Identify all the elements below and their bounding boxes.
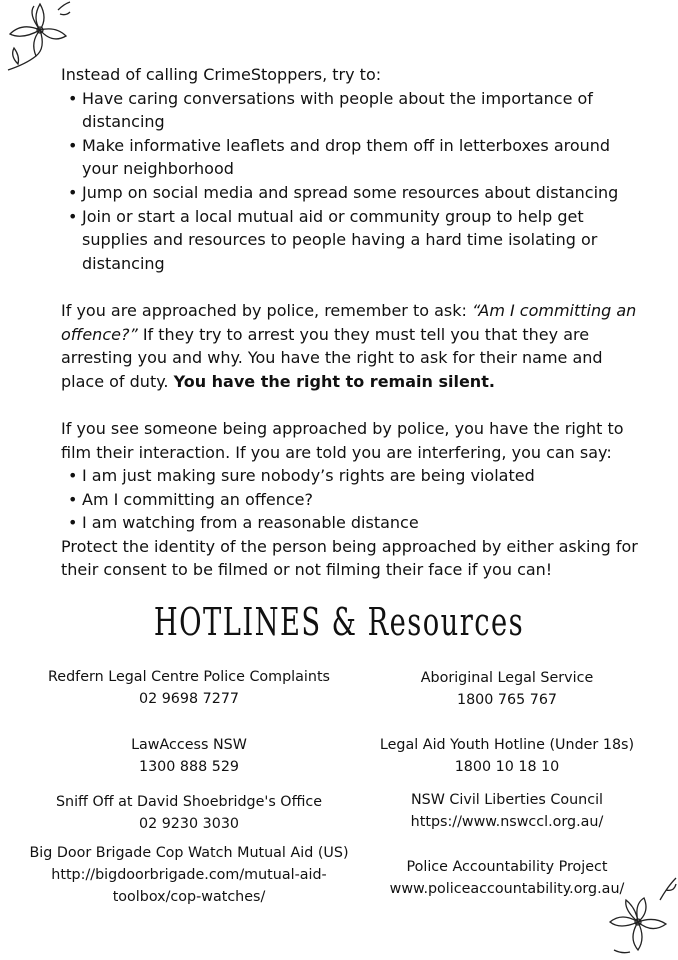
hotlines-heading: HOTLINES & Resources (153, 600, 525, 644)
hotline-lawaccess: LawAccess NSW 1300 888 529 (131, 737, 247, 775)
hotline-legalaid: Legal Aid Youth Hotline (Under 18s) 1800 10 18 10 (379, 737, 635, 775)
pap-link[interactable]: www.policeaccountability.org.au/ (389, 881, 625, 897)
hotline-aboriginal: Aboriginal Legal Service 1800 765 767 (420, 670, 594, 708)
bigdoor-link[interactable]: toolbox/cop-watches/ (112, 889, 266, 905)
hotline-nswccl: NSW Civil Liberties Council https://www.nswccl.org.au/ (362, 789, 652, 833)
list-item: • Am I committing an offence? (61, 488, 641, 512)
filming-intro: If you see someone being approached by police, you have the right to film their interaction. If you are told you are interfering, you can say: (61, 418, 624, 462)
bigdoor-link[interactable]: http://bigdoorbrigade.com/mutual-aid- (51, 867, 327, 883)
hotline-bigdoor: Big Door Brigade Cop Watch Mutual Aid (US) http://bigdoorbrigade.com/mutual-aid- toolbox/cop-watches/ (8, 842, 370, 908)
hotline-sniffoff: Sniff Off at David Shoebridge's Office 02 9230 3030 (55, 794, 323, 832)
hotline-pap: Police Accountability Project www.policeaccountability.org.au/ (362, 856, 652, 900)
list-item: • Jump on social media and spread some resources about distancing (61, 181, 641, 205)
main-text (61, 63, 641, 582)
list-item: • I am just making sure nobody’s rights are being violated (61, 464, 641, 488)
intro-text: Instead of calling CrimeStoppers, try to: (61, 65, 382, 84)
tips-list (61, 87, 641, 276)
hotline-redfern: Redfern Legal Centre Police Complaints 02 9698 7277 (48, 669, 330, 707)
nswccl-link[interactable]: https://www.nswccl.org.au/ (410, 814, 604, 830)
filming-outro: Protect the identity of the person being approached by either asking for their consent to be filmed or not filming their face if you can! (61, 536, 638, 580)
phrases-list (61, 464, 641, 535)
flower-icon (0, 0, 72, 72)
list-item: • Join or start a local mutual aid or community group to help get supplies and resources to people having a hard time isolating or distancing (61, 205, 641, 276)
list-item: • Make informative leaflets and drop them off in letterboxes around your neighborhood (61, 134, 641, 181)
remain-silent-text: You have the right to remain silent. (173, 371, 495, 391)
police-paragraph: If you are approached by police, remember to ask: “Am I committing an offence?” If they try to arrest you they must tell you that they are arresting you and why. You have the right to ask for their name and place of duty. You have the right to remain silent. (61, 300, 637, 391)
list-item: • Have caring conversations with people about the importance of distancing (61, 87, 641, 134)
list-item: • I am watching from a reasonable distance (61, 511, 641, 535)
